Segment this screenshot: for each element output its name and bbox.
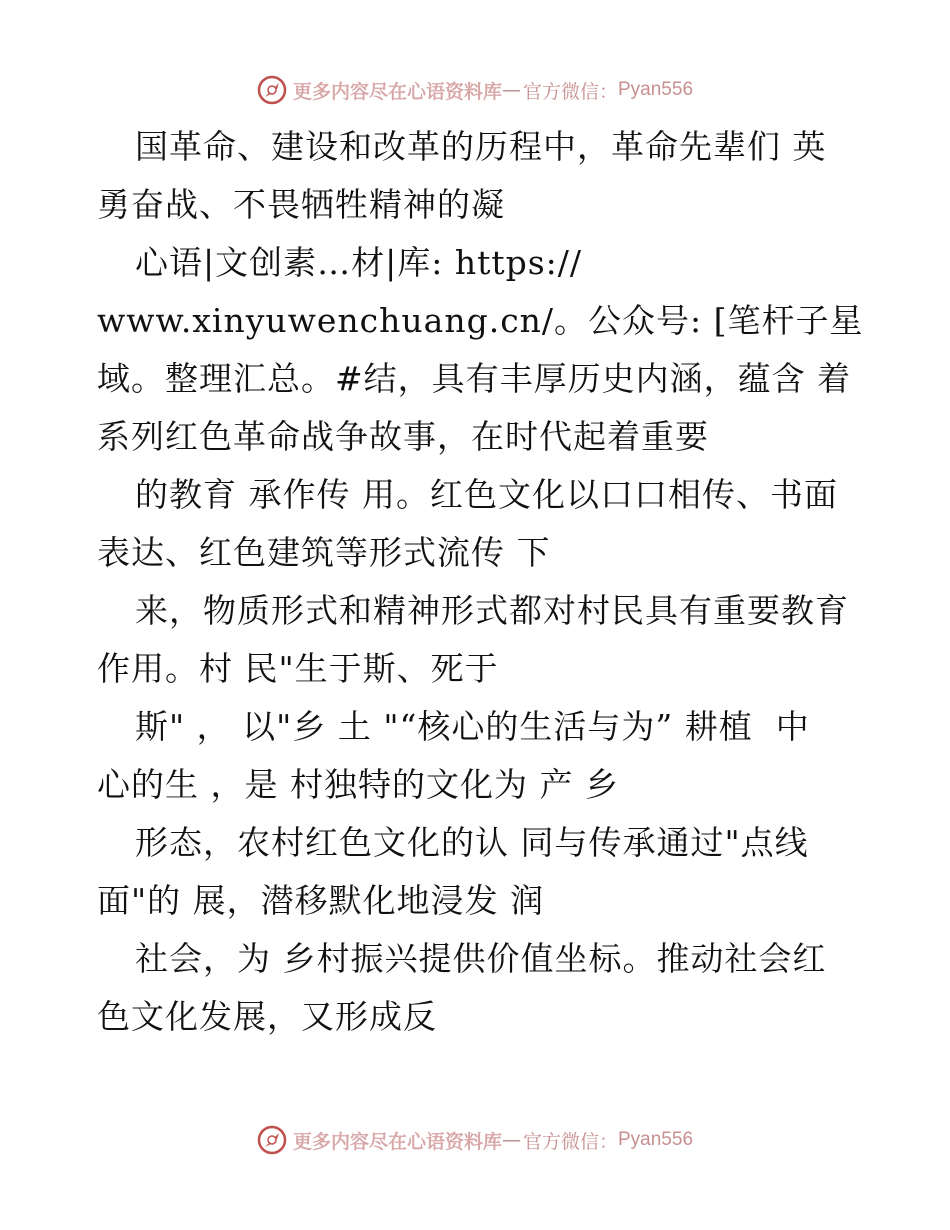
text-line: 系列红色革命战争故事，在时代起着重要 <box>97 417 709 456</box>
document-body <box>97 118 867 1046</box>
quill-seal-icon <box>257 1125 287 1155</box>
text-line: 作用。村 民"生于斯、死于 <box>97 649 499 688</box>
text-line: 国革命、建设和改革的历程中，革命先辈们 英 <box>135 127 827 166</box>
paragraph <box>97 698 867 814</box>
text-line: 斯" ， 以"乡 土 "“核心的生活与为” 耕植 中 <box>135 707 810 746</box>
text-line: 形态，农村红色文化的认 同与传承通过"点线 <box>135 823 809 862</box>
header-wechat-label: 官方微信： <box>522 80 618 103</box>
header-banner-text: 更多内容尽在心语资料库 <box>292 80 502 103</box>
header-wechat-id: Pyan556 <box>618 79 694 100</box>
paragraph <box>97 118 867 234</box>
footer-wechat-label: 官方微信： <box>522 1130 618 1153</box>
text-line: 表达、红色建筑等形式流传 下 <box>97 533 551 572</box>
text-line: 面"的 展，潜移默化地浸发 润 <box>97 881 545 920</box>
paragraph <box>97 930 867 1046</box>
text-line: 色文化发展，又形成反 <box>97 997 437 1036</box>
paragraph <box>97 466 867 582</box>
header-banner-separator: — <box>501 79 521 101</box>
paragraph <box>97 582 867 698</box>
quill-seal-icon <box>257 75 287 105</box>
footer-banner-text: 更多内容尽在心语资料库 <box>292 1130 502 1153</box>
text-line: 域。整理汇总。#结，具有丰厚历史内涵，蕴含 着 <box>97 359 852 398</box>
footer-banner-separator: — <box>501 1129 521 1151</box>
paragraph <box>97 234 867 466</box>
footer-watermark-banner <box>0 1120 950 1160</box>
text-line: 来，物质形式和精神形式都对村民具有重要教育 <box>135 591 849 630</box>
text-line: 的教育 承作传 用。红色文化以口口相传、书面 <box>135 475 838 514</box>
paragraph <box>97 814 867 930</box>
text-line: 心语|文创素…材|库: https:// <box>135 243 583 282</box>
footer-wechat-id: Pyan556 <box>618 1129 694 1150</box>
text-line: 社会，为 乡村振兴提供价值坐标。推动社会红 <box>135 939 827 978</box>
text-line: 心的生 ，是 村独特的文化为 产 乡 <box>97 765 619 804</box>
header-watermark-banner <box>0 70 950 110</box>
text-line: 勇奋战、不畏牺牲精神的凝 <box>97 185 505 224</box>
text-line: www.xinyuwenchuang.cn/。公众号: [笔杆子星 <box>97 301 864 340</box>
